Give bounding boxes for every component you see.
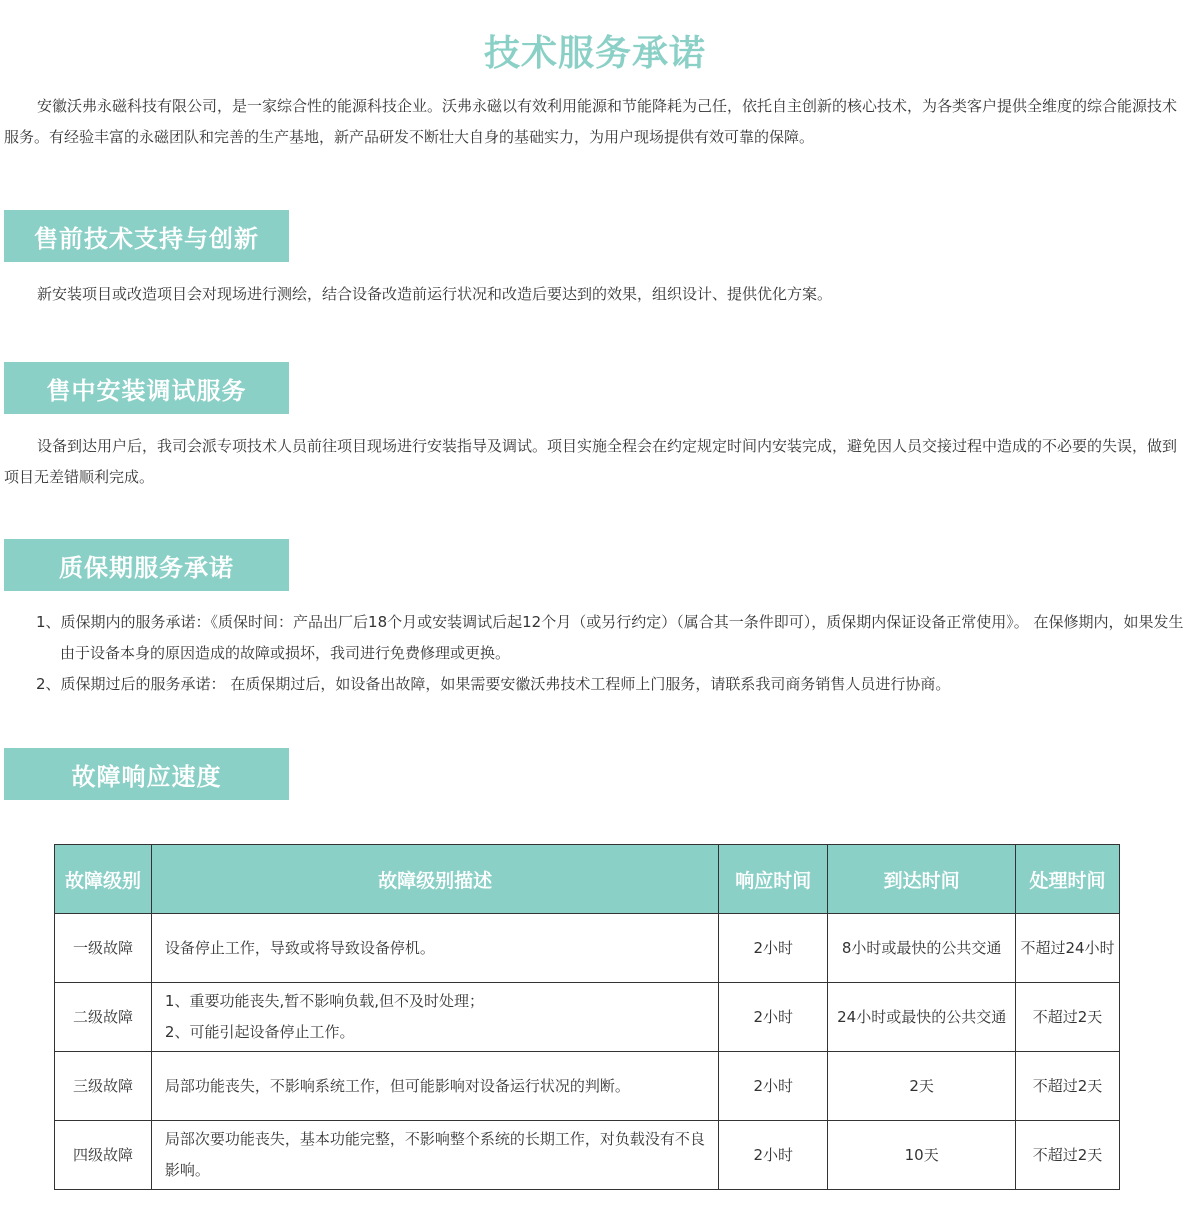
cell-level: 一级故障 (55, 914, 152, 983)
fault-response-table (54, 844, 1120, 1190)
warranty-list (36, 607, 1186, 700)
section-heading-warranty: 质保期服务承诺 (4, 539, 289, 591)
cell-arrival-time: 2天 (828, 1052, 1016, 1121)
cell-description (151, 983, 718, 1052)
cell-response-time: 2小时 (719, 1052, 828, 1121)
cell-description (151, 914, 718, 983)
list-item: 1、质保期内的服务承诺：《质保时间：产品出厂后18个月或安装调试后起12个月（或另行约定）（属合其一条件即可），质保期内保证设备正常使用》。 在保修期内，如果发生由于设备本身的原因造成的故障或损坏，我司进行免费修理或更换。 (36, 613, 1184, 662)
presale-paragraph: 新安装项目或改造项目会对现场进行测绘，结合设备改造前运行状况和改造后要达到的效果，组织设计、提供优化方案。 (37, 285, 833, 303)
cell-level: 二级故障 (55, 983, 152, 1052)
description-line: 设备停止工作，导致或将导致设备停机。 (164, 938, 435, 957)
cell-description (151, 1052, 718, 1121)
description-line: 1、重要功能丧失,暂不影响负载,但不及时处理； (164, 992, 485, 1010)
header-response-time: 响应时间 (719, 845, 828, 914)
header-arrival-time: 到达时间 (828, 845, 1016, 914)
cell-response-time: 2小时 (719, 1121, 828, 1190)
cell-level: 三级故障 (55, 1052, 152, 1121)
install-paragraph: 设备到达用户后，我司会派专项技术人员前往项目现场进行安装指导及调试。项目实施全程会在约定规定时间内安装完成，避免因人员交接过程中造成的不必要的失误，做到项目无差错顺利完成。 (4, 437, 1178, 486)
table-row (55, 1052, 1120, 1121)
cell-description (151, 1121, 718, 1190)
cell-arrival-time: 8小时或最快的公共交通 (828, 914, 1016, 983)
cell-level: 四级故障 (55, 1121, 152, 1190)
section-heading-presale: 售前技术支持与创新 (4, 210, 289, 262)
section-heading-response: 故障响应速度 (4, 748, 289, 800)
page-title: 技术服务承诺 (483, 33, 706, 74)
description-line: 2、可能引起设备停止工作。 (164, 1023, 355, 1041)
table-row (55, 1121, 1120, 1190)
cell-arrival-time: 10天 (828, 1121, 1016, 1190)
header-level: 故障级别 (55, 845, 152, 914)
list-item: 2、质保期过后的服务承诺： 在质保期过后，如设备出故障，如果需要安徽沃弗技术工程师上门服务，请联系我司商务销售人员进行协商。 (36, 675, 951, 693)
cell-arrival-time: 24小时或最快的公共交通 (828, 983, 1016, 1052)
description-line: 局部次要功能丧失，基本功能完整，不影响整个系统的长期工作，对负载没有不良影响。 (164, 1130, 705, 1179)
table-row (55, 983, 1120, 1052)
header-description: 故障级别描述 (151, 845, 718, 914)
cell-handling-time: 不超过2天 (1016, 1052, 1120, 1121)
description-line: 局部功能丧失，不影响系统工作，但可能影响对设备运行状况的判断。 (164, 1076, 630, 1095)
section-heading-install: 售中安装调试服务 (4, 362, 289, 414)
table-row (55, 914, 1120, 983)
intro-paragraph: 安徽沃弗永磁科技有限公司，是一家综合性的能源科技企业。沃弗永磁以有效利用能源和节能降耗为己任，依托自主创新的核心技术，为各类客户提供全维度的综合能源技术服务。有经验丰富的永磁团队和完善的生产基地，新产品研发不断壮大自身的基础实力，为用户现场提供有效可靠的保障。 (4, 97, 1178, 146)
cell-response-time: 2小时 (719, 914, 828, 983)
header-handling-time: 处理时间 (1016, 845, 1120, 914)
cell-response-time: 2小时 (719, 983, 828, 1052)
cell-handling-time: 不超过24小时 (1016, 914, 1120, 983)
cell-handling-time: 不超过2天 (1016, 1121, 1120, 1190)
table-header-row (55, 845, 1120, 914)
cell-handling-time: 不超过2天 (1016, 983, 1120, 1052)
